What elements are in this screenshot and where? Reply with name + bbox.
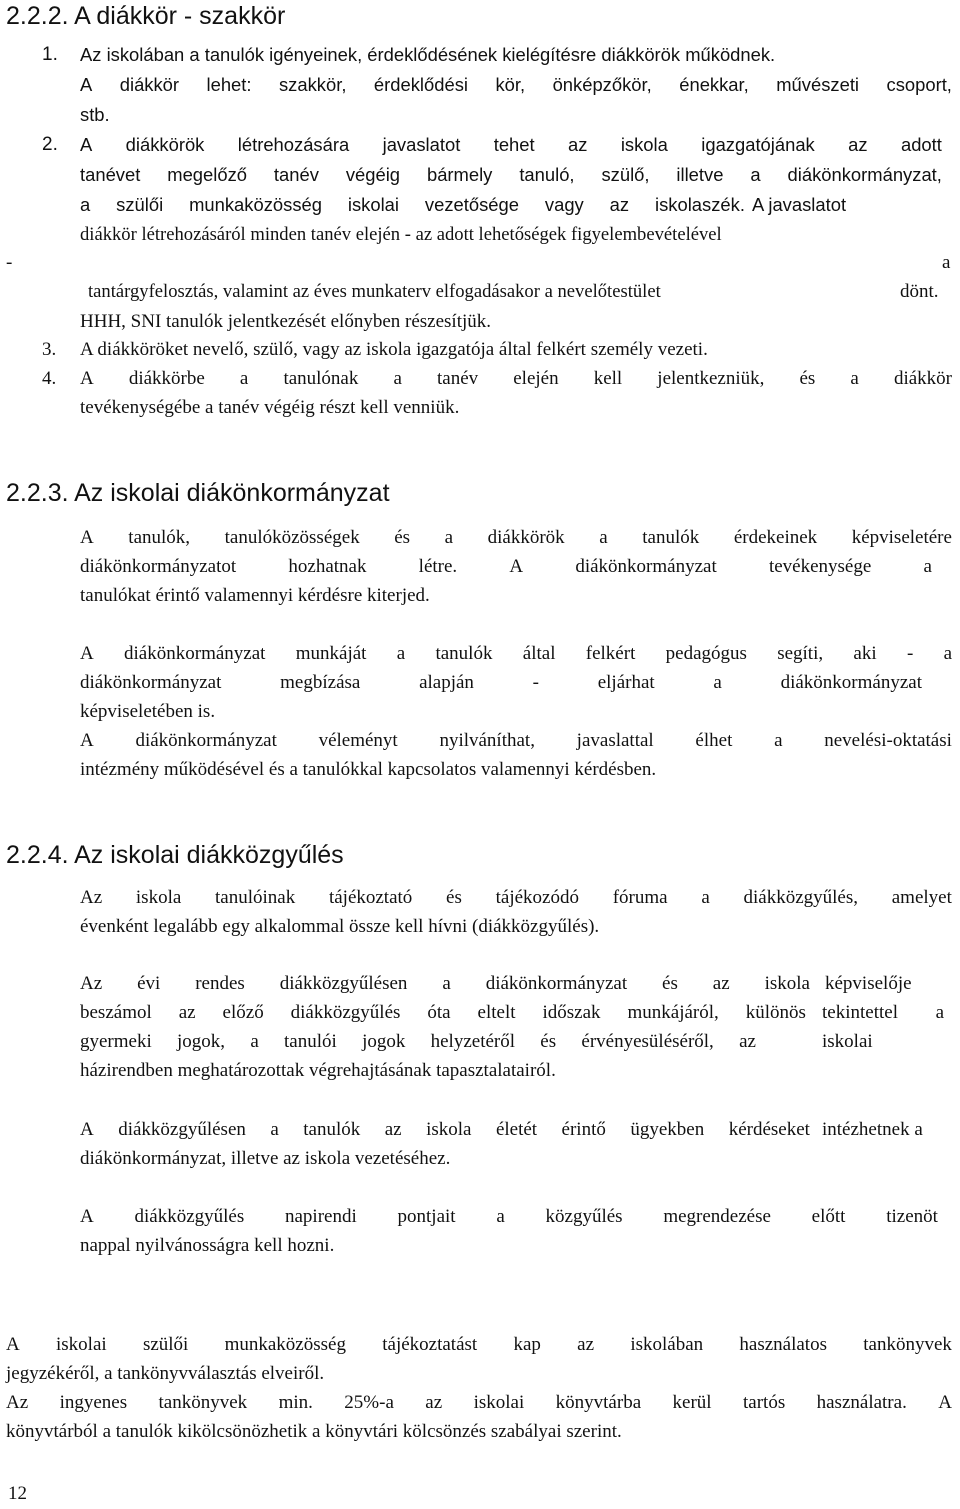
- list-number-2: 2.: [42, 134, 58, 155]
- kozgyules-p2-right-line2: tekintettel a: [822, 1002, 944, 1023]
- item2-a-letter: a: [942, 252, 951, 273]
- kozgyules-p2-left-line3: gyermeki jogok, a tanulói jogok helyzetéről és érvényesüléséről, az: [80, 1031, 756, 1052]
- item2-line4: diákkör létrehozásáról minden tanév elején - az adott lehetőségek figyelembevételével: [80, 224, 722, 245]
- item2-dont: dönt.: [900, 281, 939, 302]
- item1-line1: Az iskolában a tanulók igényeinek, érdeklődésének kielégítésre diákkörök működnek.: [80, 44, 776, 65]
- item2-line1: A diákkörök létrehozására javaslatot tehet az iskola igazgatójának az adott: [80, 134, 942, 155]
- kozgyules-p3-line1-right: intézhetnek a: [822, 1119, 923, 1140]
- kozgyules-p4-line2: nappal nyilvánosságra kell hozni.: [80, 1235, 335, 1256]
- closing-p1-line1: A iskolai szülői munkaközösség tájékoztatást kap az iskolában használatos tankönyvek: [6, 1334, 952, 1355]
- list-number-1: 1.: [42, 44, 58, 65]
- diakonk-p2-line1: A diákönkormányzat munkáját a tanulók által felkért pedagógus segíti, aki - a: [80, 643, 952, 664]
- list-number-4: 4.: [42, 368, 57, 389]
- item2-line3-tail: A javaslatot: [752, 194, 847, 215]
- section-heading-2-2-3: 2.2.3. Az iskolai diákönkormányzat: [6, 479, 390, 507]
- item1-line2: A diákkör lehet: szakkör, érdeklődési kör, önképzőkör, énekkar, művészeti csoport,: [80, 74, 952, 95]
- diakonk-p3-line2: intézmény működésével és a tanulókkal kapcsolatos valamennyi kérdésben.: [80, 759, 657, 780]
- item4-line2: tevékenységébe a tanév végéig részt kell venniük.: [80, 397, 460, 418]
- kozgyules-p1-line2: évenként legalább egy alkalommal össze kell hívni (diákközgyűlés).: [80, 916, 600, 937]
- diakonk-p2-line2: diákönkormányzat megbízása alapján - eljárhat a diákönkormányzat: [80, 672, 922, 693]
- item2-line2: tanévet megelőző tanév végéig bármely tanuló, szülő, illetve a diákönkormányzat,: [80, 164, 942, 185]
- kozgyules-p2-left-line2: beszámol az előző diákközgyűlés óta eltelt időszak munkájáról, különös: [80, 1002, 806, 1023]
- closing-p2-line1: Az ingyenes tankönyvek min. 25%-a az iskolai könyvtárba kerül tartós használatra. A: [6, 1392, 952, 1413]
- item2-line6: HHH, SNI tanulók jelentkezését előnyben részesítjük.: [80, 311, 492, 332]
- item1-line3: stb.: [80, 104, 110, 125]
- diakonk-p1-line1: A tanulók, tanulóközösségek és a diákkörök a tanulók érdekeinek képviseletére: [80, 527, 952, 548]
- kozgyules-p3-line1: A diákközgyűlésen a tanulók az iskola életét érintő ügyekben kérdéseket: [80, 1119, 810, 1140]
- item2-line5: tantárgyfelosztás, valamint az éves munkaterv elfogadásakor a nevelőtestület: [88, 281, 661, 302]
- page-number: 12: [8, 1483, 27, 1504]
- diakonk-p1-line3: tanulókat érintő valamennyi kérdésre kiterjed.: [80, 585, 430, 606]
- kozgyules-p2-right-line3: iskolai: [822, 1031, 873, 1052]
- kozgyules-p2-left-line1: Az évi rendes diákközgyűlésen a diákönkormányzat és az iskola: [80, 973, 810, 994]
- item2-line3: a szülői munkaközösség iskolai vezetősége vagy az iskolaszék.: [80, 194, 745, 215]
- kozgyules-p1-line1: Az iskola tanulóinak tájékoztató és tájékozódó fóruma a diákközgyűlés, amelyet: [80, 887, 952, 908]
- item3-text: A diákköröket nevelő, szülő, vagy az iskola igazgatója által felkért személy vezeti.: [80, 339, 708, 360]
- diakonk-p3-line1: A diákönkormányzat véleményt nyilváníthat, javaslattal élhet a nevelési-oktatási: [80, 730, 952, 751]
- section-heading-2-2-2: 2.2.2. A diákkör - szakkör: [6, 2, 286, 30]
- closing-p1-line2: jegyzékéről, a tankönyvválasztás elveiről.: [6, 1363, 325, 1384]
- kozgyules-p3-line2: diákönkormányzat, illetve az iskola vezetéséhez.: [80, 1148, 451, 1169]
- section-heading-2-2-4: 2.2.4. Az iskolai diákközgyűlés: [6, 841, 344, 869]
- diakonk-p1-line2: diákönkormányzatot hozhatnak létre. A diákönkormányzat tevékenysége a: [80, 556, 932, 577]
- item4-line1: A diákkörbe a tanulónak a tanév elején kell jelentkezniük, és a diákkör: [80, 368, 952, 389]
- item2-dash: -: [6, 252, 13, 273]
- closing-p2-line2: könyvtárból a tanulók kikölcsönözhetik a könyvtári kölcsönzés szabályai szerint.: [6, 1421, 622, 1442]
- diakonk-p2-line3: képviseletében is.: [80, 701, 216, 722]
- kozgyules-p2-left-line4: házirendben meghatározottak végrehajtásának tapasztalatairól.: [80, 1060, 556, 1081]
- list-number-3: 3.: [42, 339, 57, 360]
- kozgyules-p4-line1: A diákközgyűlés napirendi pontjait a közgyűlés megrendezése előtt tizenöt: [80, 1206, 938, 1227]
- kozgyules-p2-right-line1: képviselője: [825, 973, 912, 994]
